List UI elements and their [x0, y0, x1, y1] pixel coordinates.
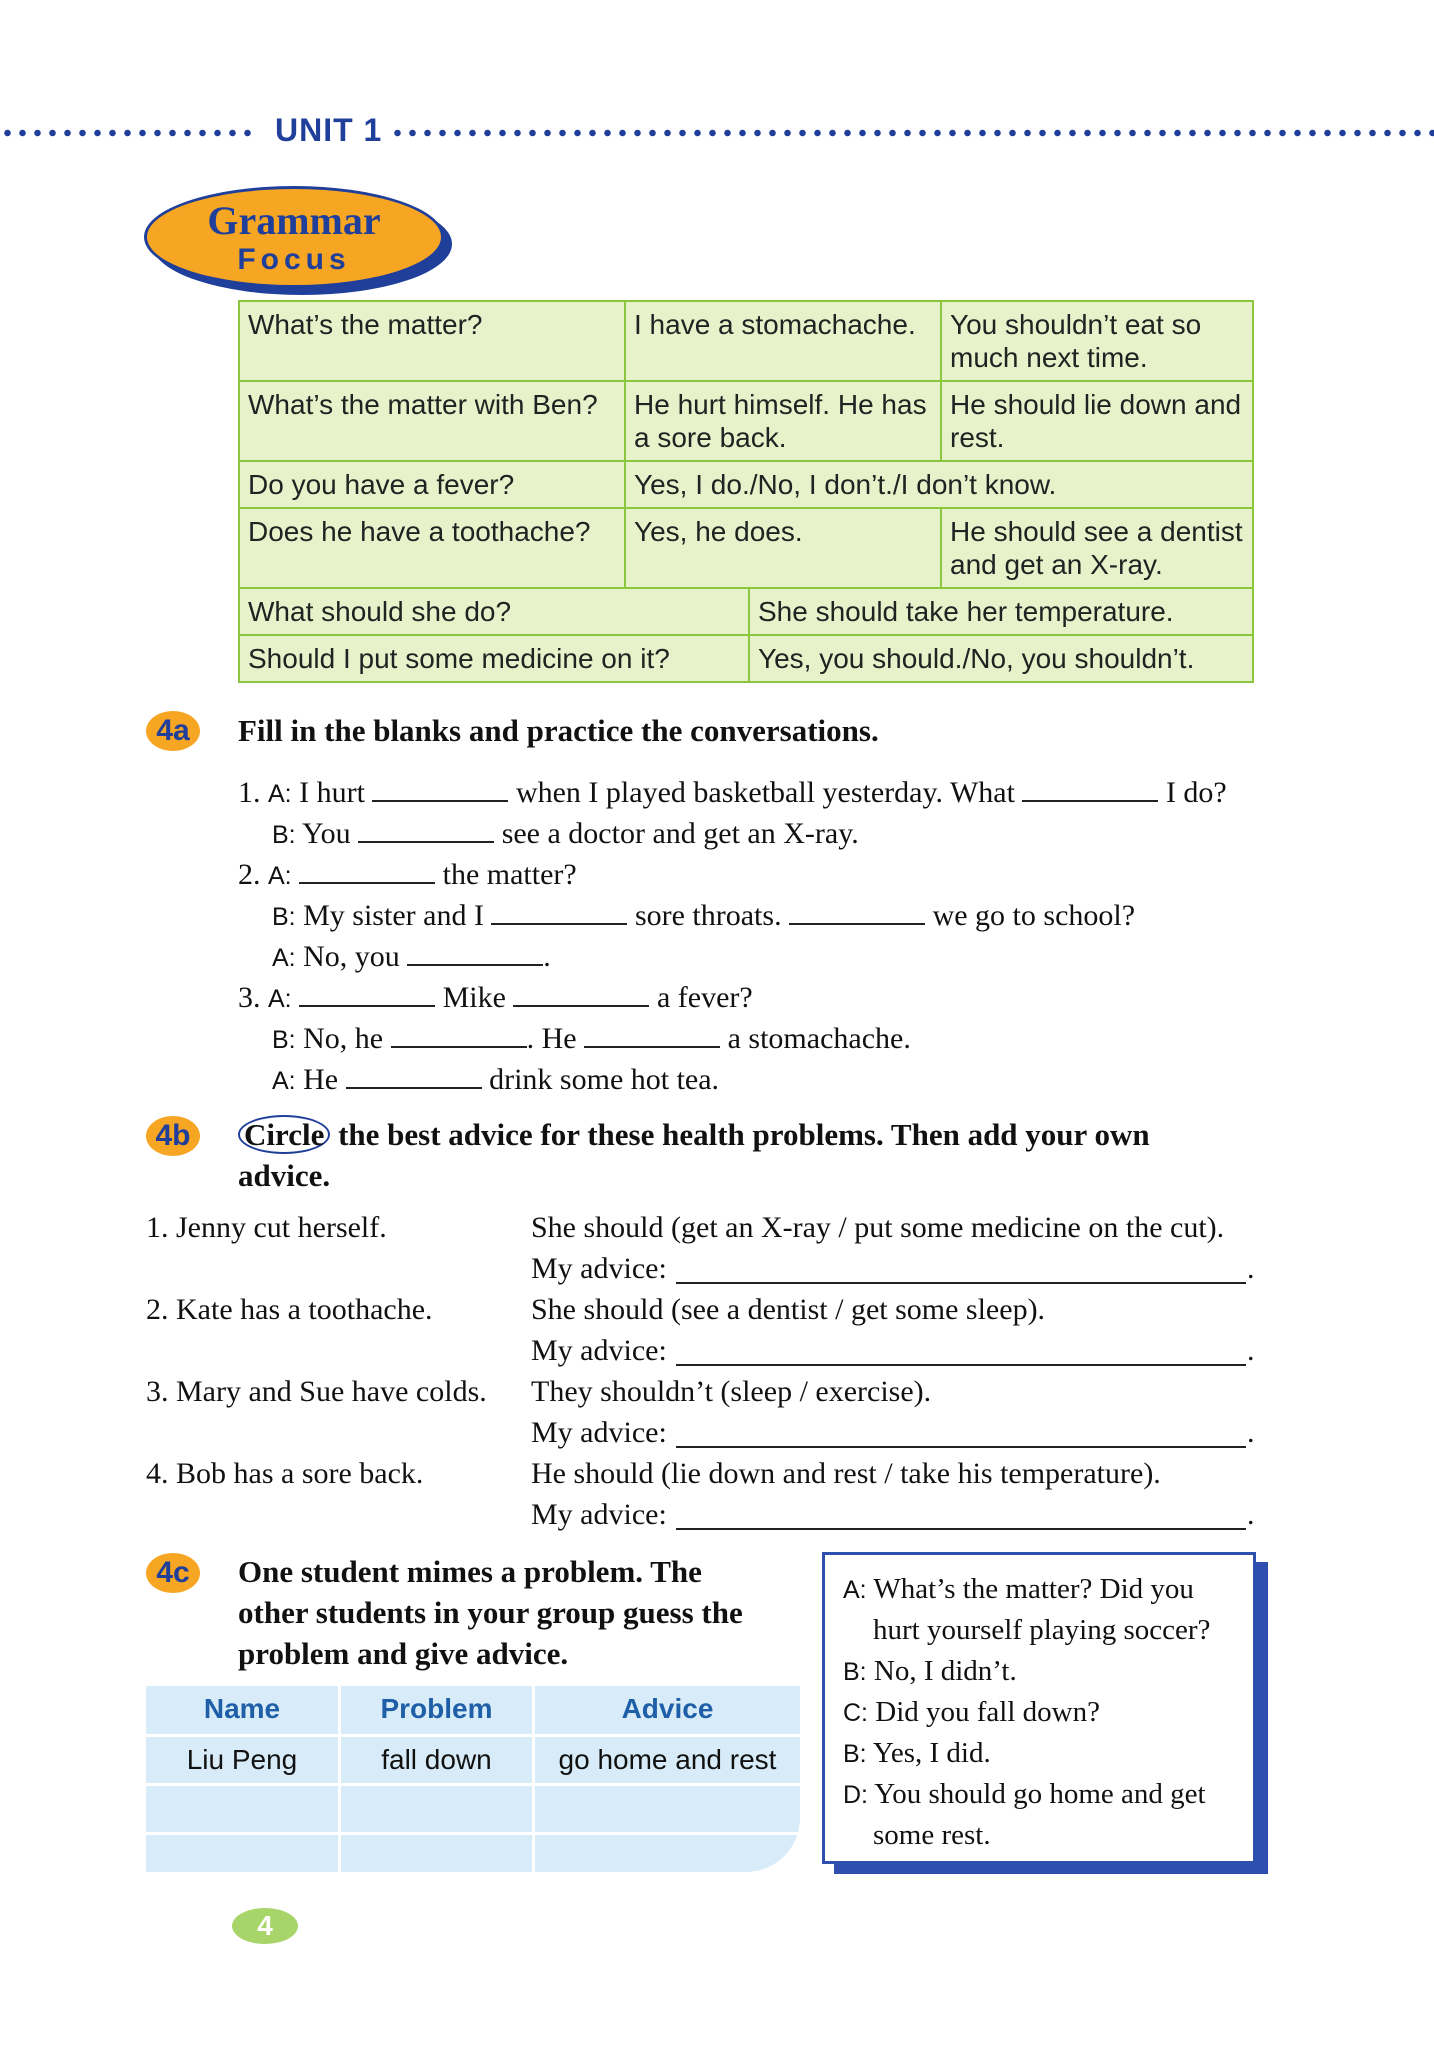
- grammar-row: [240, 460, 1252, 507]
- section-4c-instruction-line: problem and give advice.: [238, 1636, 569, 1671]
- column-header-problem: Problem: [338, 1686, 532, 1734]
- grammar-cell: He hurt himself. He has a sore back.: [624, 382, 940, 460]
- dialog-text: What’s the matter? Did you: [873, 1573, 1194, 1605]
- exercise-line: [272, 934, 551, 978]
- grammar-focus-badge: [144, 186, 444, 288]
- dialog-text: You should go home and get: [874, 1778, 1206, 1810]
- line-text: a stomachache.: [727, 1022, 911, 1055]
- line-text: My sister and I: [303, 899, 484, 932]
- line-text: No, he: [303, 1022, 384, 1055]
- grammar-cell: Yes, you should./No, you shouldn’t.: [748, 636, 1252, 681]
- blank-field[interactable]: [513, 975, 649, 1007]
- grammar-cell: What’s the matter?: [248, 309, 483, 340]
- grammar-cell: I have a stomachache.: [624, 302, 940, 380]
- blank-field[interactable]: [299, 975, 435, 1007]
- line-text: Mike: [442, 981, 506, 1014]
- blank-field[interactable]: [299, 852, 435, 884]
- table-header-row: [146, 1686, 800, 1734]
- speaker-label: B:: [272, 903, 296, 931]
- advice-choice[interactable]: She should (get an X-ray / put some medicine on the cut).: [531, 1211, 1225, 1244]
- table-cell-empty[interactable]: [338, 1786, 532, 1832]
- exercise-line: [272, 1057, 719, 1101]
- blank-field[interactable]: [491, 893, 627, 925]
- line-text: I do?: [1165, 776, 1227, 809]
- advice-choice[interactable]: They shouldn’t (sleep / exercise).: [531, 1375, 932, 1408]
- blank-field[interactable]: [372, 770, 508, 802]
- item-number: 3.: [238, 981, 261, 1014]
- section-4b-instruction-cont: advice.: [238, 1158, 331, 1193]
- section-4c-instruction-line: One student mimes a problem. The: [238, 1554, 702, 1589]
- grammar-row: [240, 587, 1252, 634]
- speaker-label: C:: [843, 1699, 868, 1727]
- line-text: sore throats.: [634, 899, 782, 932]
- grammar-cell: Does he have a toothache?: [248, 516, 591, 547]
- speaker-label: D:: [843, 1781, 868, 1809]
- blank-field[interactable]: [346, 1057, 482, 1089]
- exercise-line: [238, 852, 577, 896]
- sample-dialog-box: [822, 1552, 1256, 1864]
- my-advice-input[interactable]: [676, 1446, 1246, 1448]
- table-cell-empty[interactable]: [532, 1835, 800, 1872]
- exercise-line: [238, 770, 1227, 814]
- header-dots-right: [390, 129, 1434, 137]
- dialog-line: [843, 1651, 1017, 1692]
- problem-text: 1. Jenny cut herself.: [146, 1211, 387, 1244]
- period: .: [1247, 1498, 1255, 1531]
- section-4b-instruction: [238, 1114, 1238, 1155]
- grammar-row: [240, 507, 1252, 587]
- section-4c-badge: 4c: [146, 1553, 200, 1593]
- my-advice-label: My advice:: [531, 1334, 667, 1367]
- dialog-text: No, I didn’t.: [873, 1655, 1017, 1687]
- line-text: I hurt: [299, 776, 365, 809]
- advice-choice[interactable]: She should (see a dentist / get some sleep).: [531, 1293, 1046, 1326]
- my-advice-label: My advice:: [531, 1252, 667, 1285]
- grammar-row: [240, 302, 1252, 380]
- problem-text: 4. Bob has a sore back.: [146, 1457, 424, 1490]
- speaker-label: A:: [268, 862, 292, 890]
- speaker-label: A:: [268, 985, 292, 1013]
- line-text: when I played basketball yesterday. What: [515, 776, 1015, 809]
- grammar-cell: Should I put some medicine on it?: [248, 643, 670, 674]
- blank-field[interactable]: [358, 811, 494, 843]
- my-advice-input[interactable]: [676, 1528, 1246, 1530]
- section-4a-instruction: Fill in the blanks and practice the conversations.: [238, 713, 879, 748]
- header-dots-left: [0, 129, 252, 137]
- item-number: 2.: [238, 858, 261, 891]
- dialog-line: [843, 1692, 1100, 1733]
- speaker-label: B:: [843, 1740, 867, 1768]
- blank-field[interactable]: [1022, 770, 1158, 802]
- grammar-cell: He should see a dentist and get an X-ray.: [940, 509, 1252, 587]
- unit-title: UNIT 1: [275, 112, 383, 148]
- speaker-label: B:: [272, 1026, 296, 1054]
- grammar-cell: Yes, he does.: [624, 509, 940, 587]
- page-number: 4: [232, 1908, 298, 1944]
- grammar-cell: Do you have a fever?: [248, 469, 515, 500]
- dialog-text: Did you fall down?: [875, 1696, 1100, 1728]
- dialog-line: [843, 1733, 991, 1774]
- table-cell: go home and rest: [532, 1737, 800, 1783]
- my-advice-input[interactable]: [676, 1364, 1246, 1366]
- grammar-cell: What’s the matter with Ben?: [248, 389, 598, 420]
- period: .: [1247, 1334, 1255, 1367]
- dialog-text: Yes, I did.: [872, 1737, 991, 1769]
- table-row: [146, 1832, 800, 1872]
- period: .: [1247, 1252, 1255, 1285]
- grammar-focus-subtitle: Focus: [237, 243, 351, 276]
- grammar-cell: Yes, I do./No, I don’t./I don’t know.: [624, 462, 1252, 507]
- table-cell: Liu Peng: [186, 1744, 298, 1775]
- grammar-row: [240, 380, 1252, 460]
- speaker-label: B:: [843, 1658, 867, 1686]
- instruction-text: the best advice for these health problems. Then add your own: [330, 1117, 1150, 1152]
- speaker-label: A:: [272, 944, 296, 972]
- line-text: the matter?: [442, 858, 577, 891]
- mime-table: [146, 1686, 800, 1872]
- unit-header: [0, 112, 1434, 152]
- exercise-line: [272, 811, 859, 855]
- exercise-line: [238, 975, 753, 1019]
- grammar-cell: She should take her temperature.: [748, 589, 1252, 634]
- my-advice-label: My advice:: [531, 1416, 667, 1449]
- section-4b-badge: 4b: [146, 1116, 200, 1156]
- table-cell-empty[interactable]: [146, 1835, 338, 1872]
- item-number: 1.: [238, 776, 261, 809]
- speaker-label: A:: [272, 1067, 296, 1095]
- advice-choice[interactable]: He should (lie down and rest / take his temperature).: [531, 1457, 1161, 1490]
- line-text: .: [543, 940, 551, 973]
- table-row: [146, 1783, 800, 1832]
- line-text: He: [303, 1063, 339, 1096]
- blank-field[interactable]: [584, 1016, 720, 1048]
- circle-word: Circle: [238, 1115, 330, 1154]
- problem-text: 3. Mary and Sue have colds.: [146, 1375, 487, 1408]
- speaker-label: A:: [843, 1576, 867, 1604]
- line-text: drink some hot tea.: [489, 1063, 720, 1096]
- grammar-table: [238, 300, 1254, 683]
- section-4a-badge: 4a: [146, 711, 200, 751]
- grammar-cell: He should lie down and rest.: [940, 382, 1252, 460]
- period: .: [1247, 1416, 1255, 1449]
- dialog-line: [843, 1569, 1194, 1610]
- speaker-label: B:: [272, 821, 296, 849]
- dialog-line: [843, 1774, 1206, 1815]
- speaker-label: A:: [268, 780, 292, 808]
- dialog-line: some rest.: [873, 1819, 991, 1851]
- grammar-row: [240, 634, 1252, 681]
- section-4c-instruction-line: other students in your group guess the: [238, 1595, 743, 1630]
- line-text: see a doctor and get an X-ray.: [501, 817, 859, 850]
- my-advice-label: My advice:: [531, 1498, 667, 1531]
- column-header-advice: Advice: [532, 1686, 800, 1734]
- dialog-line: hurt yourself playing soccer?: [873, 1614, 1211, 1646]
- grammar-cell: You shouldn’t eat so much next time.: [940, 302, 1252, 380]
- grammar-cell: What should she do?: [248, 596, 512, 627]
- line-text: No, you: [303, 940, 400, 973]
- blank-field[interactable]: [391, 1016, 527, 1048]
- table-row: [146, 1734, 800, 1783]
- my-advice-input[interactable]: [676, 1282, 1246, 1284]
- exercise-line: [272, 1016, 911, 1060]
- table-cell-empty[interactable]: [338, 1835, 532, 1872]
- column-header-name: Name: [203, 1693, 281, 1724]
- line-text: we go to school?: [932, 899, 1136, 932]
- line-text: . He: [526, 1022, 577, 1055]
- line-text: a fever?: [656, 981, 753, 1014]
- line-text: You: [302, 817, 351, 850]
- table-cell: fall down: [338, 1737, 532, 1783]
- table-cell-empty[interactable]: [146, 1786, 338, 1832]
- table-cell-empty[interactable]: [532, 1786, 800, 1832]
- blank-field[interactable]: [407, 934, 543, 966]
- grammar-focus-title: Grammar: [207, 198, 381, 243]
- blank-field[interactable]: [789, 893, 925, 925]
- problem-text: 2. Kate has a toothache.: [146, 1293, 433, 1326]
- exercise-line: [272, 893, 1135, 937]
